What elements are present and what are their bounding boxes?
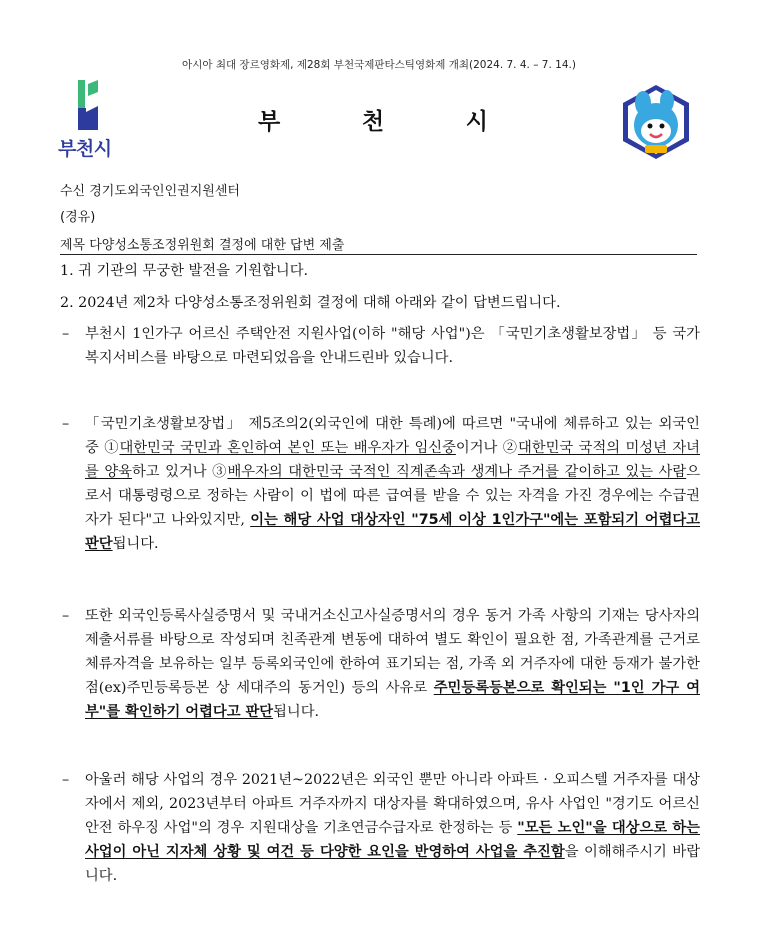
emphasis-text: "모든 노인"을 대상으로 하는 사업이 아닌 지자체 상황 및 여건 등 다양한 요인을 반영하여 사업을 추진함 — [85, 820, 700, 860]
emphasis-text: 이는 해당 사업 대상자인 "75세 이상 1인가구"에는 포함되기 어렵다고 판단 — [85, 512, 700, 552]
page-title — [258, 103, 488, 136]
text-run: 을 이해해주시기 바랍니다. — [85, 844, 701, 884]
bullet-dash: – — [62, 416, 70, 432]
recipient-line: 수신 경기도외국인인권지원센터 — [60, 184, 240, 199]
bullet-dash: – — [62, 326, 70, 342]
text-run: 으로서 대통령령으로 정하는 사람이 이 법에 따른 급여를 받을 수 있는 자격을 가진 경우에는 수급권자가 된다"고 나와있지만, — [85, 464, 700, 528]
text-run: 됩니다. — [112, 536, 159, 552]
subject-line: 제목 다양성소통조정위원회 결정에 대한 답변 제출 — [60, 238, 345, 253]
text-run: 이거나 ② — [455, 440, 518, 456]
title-char: 천 — [361, 109, 385, 135]
paragraph-1: 1. 귀 기관의 무궁한 발전을 기원합니다. — [60, 263, 309, 279]
text-run: 하고 있거나 ③ — [131, 464, 228, 480]
paragraph-2: 2. 2024년 제2차 다양성소통조정위원회 결정에 대해 아래와 같이 답변드립니다. — [60, 295, 561, 311]
header-slogan: 아시아 최대 장르영화제, 제28회 부천국제판타스틱영화제 개최(2024. 7. 4. – 7. 14.) — [182, 59, 576, 71]
text-run: 아울러 해당 사업의 경우 2021년~2022년은 외국인 뿐만 아니라 아파트 · 오피스텔 거주자를 대상자에서 제외, 2023년부터 아파트 거주자까지 대상자를 확대하였으며, 유사 사업인 "경기도 어르신 안전 하우징 사업"의 경우 지원대상을 기초연금수급자로 한정하는 등 — [85, 772, 700, 836]
bullet-item-3 — [85, 604, 700, 724]
text-run: 됩니다. — [273, 704, 320, 720]
title-char: 부 — [258, 109, 281, 135]
emphasis-text: 주민등록등본으로 확인되는 "1인 가구 여부"를 확인하기 어렵다고 판단 — [85, 680, 700, 720]
title-char: 시 — [465, 109, 488, 135]
bullet-item-1: 부천시 1인가구 어르신 주택안전 지원사업(이하 "해당 사업")은 「국민기초생활보장법」 등 국가 복지서비스를 바탕으로 마련되었음을 안내드린바 있습니다. — [85, 326, 700, 366]
text-run: 또한 외국인등록사실증명서 및 국내거소신고사실증명서의 경우 동거 가족 사항의 기재는 당사자의 제출서류를 바탕으로 작성되며 친족관계 변동에 대하여 별도 확인이 필요한 점, 가족관계를 근거로 체류자격을 보유하는 일부 등록외국인에 한하여 표기되는 점, 가족 외 거주자에 대한 등재가 불가한 점(ex)주민등록등본 상 세대주의 동거인) 등의 사유로 — [85, 608, 700, 696]
underlined-text: 대한민국 국민과 혼인하여 본인 또는 배우자가 임신중 — [119, 440, 456, 456]
logo-text: 부천시 — [58, 138, 112, 160]
bullet-item-4 — [85, 768, 700, 888]
underlined-text: 배우자의 대한민국 국적인 직계존속과 생계나 주거를 같이하고 있는 사람 — [227, 464, 687, 480]
text-run: 「국민기초생활보장법」 제5조의2(외국인에 대한 특례)에 따르면 "국내에 체류하고 있는 외국인 중 ① — [85, 416, 700, 456]
bullet-item-2 — [85, 412, 700, 556]
bullet-dash: – — [62, 772, 70, 788]
subject-divider — [60, 254, 697, 255]
underlined-text: 대한민국 국적의 미성년 자녀를 양육 — [85, 440, 700, 480]
via-line: (경유) — [60, 210, 96, 225]
bullet-dash: – — [62, 608, 70, 624]
mascot-icon — [617, 83, 695, 161]
